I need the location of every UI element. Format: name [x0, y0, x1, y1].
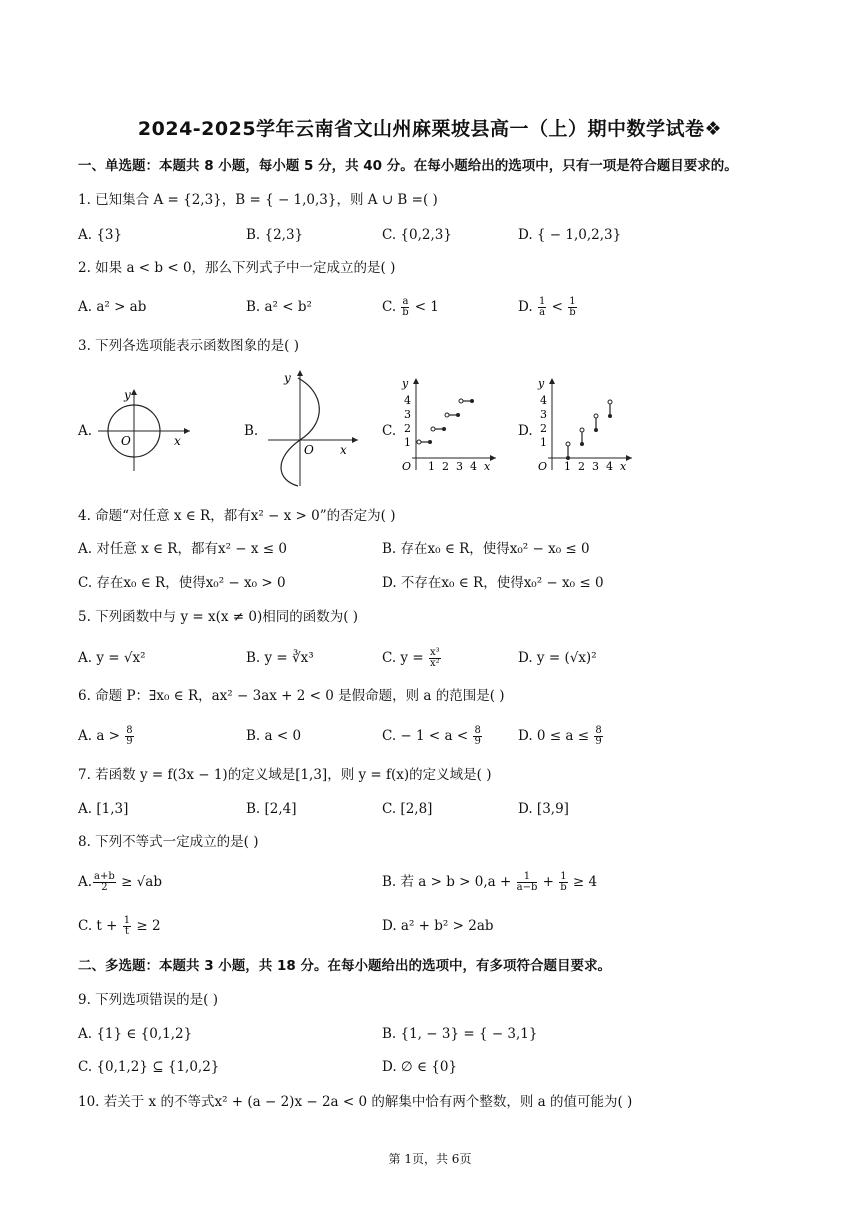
q9-option-d: D. ∅ ∈ {0} [382, 1059, 458, 1075]
q7-option-b: B. [2,4] [246, 801, 297, 817]
svg-text:1: 1 [404, 436, 411, 449]
svg-text:x: x [620, 460, 627, 473]
page-footer: 第 1页，共 6页 [388, 1152, 472, 1166]
q2-option-a: A. a² > ab [78, 299, 147, 315]
svg-text:y: y [124, 388, 131, 402]
q3-option-d-label: D. [518, 423, 533, 439]
svg-text:2: 2 [578, 460, 585, 473]
q7-option-c: C. [2,8] [382, 801, 433, 817]
q9-stem: 9. 下列选项错误的是( ) [78, 992, 218, 1008]
svg-text:y: y [402, 377, 409, 390]
q6-option-b: B. a < 0 [246, 728, 302, 744]
svg-text:4: 4 [404, 394, 411, 407]
svg-text:3: 3 [456, 460, 463, 473]
q8-option-c: C. t + $\frac{1}{t}$ ≥ 2 [78, 915, 161, 937]
q3-graph-c-step-function [396, 374, 500, 474]
svg-text:2: 2 [442, 460, 449, 473]
svg-text:4: 4 [540, 394, 547, 407]
svg-text:O: O [121, 434, 131, 448]
q1-option-b: B. {2,3} [246, 227, 304, 243]
svg-text:4: 4 [470, 460, 477, 473]
q5-option-b: B. y = ∛x³ [246, 650, 314, 666]
q1-option-d: D. { − 1,0,2,3} [518, 227, 622, 243]
q9-option-b: B. {1, − 3} = { − 3,1} [382, 1026, 538, 1042]
q8-option-a: A. $\frac{a+b}{2}$ ≥ √ab [78, 871, 162, 893]
q7-option-d: D. [3,9] [518, 801, 569, 817]
q5-option-d: D. y = (√x)² [518, 650, 597, 666]
svg-text:1: 1 [540, 436, 547, 449]
section-1-heading: 一、单选题：本题共 8 小题，每小题 5 分，共 40 分。在每小题给出的选项中，只有一项是符合题目要求的。 [78, 158, 738, 174]
q9-option-c: C. {0,1,2} ⊆ {1,0,2} [78, 1059, 220, 1075]
q3-graph-d-vertical-segments [532, 374, 636, 474]
q7-stem: 7. 若函数 y = f(3x − 1)的定义域是[1,3]，则 y = f(x)的定义域是( ) [78, 767, 492, 783]
q2-option-c: C. $\frac{a}{b}$ < 1 [382, 296, 439, 318]
q1-stem: 1. 已知集合 A = {2,3}，B = { − 1,0,3}，则 A ∪ B =( ) [78, 192, 438, 208]
q8-option-d: D. a² + b² > 2ab [382, 918, 494, 934]
q3-graph-a-circle [94, 385, 194, 475]
svg-text:O: O [402, 460, 412, 473]
svg-text:y: y [284, 371, 291, 385]
q4-option-a: A. 对任意 x ∈ R，都有x² − x ≤ 0 [78, 541, 287, 557]
exam-title: 2024-2025学年云南省文山州麻栗坡县高一（上）期中数学试卷❖ [137, 118, 723, 140]
q4-option-c: C. 存在x₀ ∈ R，使得x₀² − x₀ > 0 [78, 575, 286, 591]
q6-option-c: C. − 1 < a < $\frac{8}{9}$ [382, 725, 481, 747]
q5-stem: 5. 下列函数中与 y = x(x ≠ 0)相同的函数为( ) [78, 609, 359, 625]
section-2-heading: 二、多选题：本题共 3 小题，共 18 分。在每小题给出的选项中，有多项符合题目要求。 [78, 958, 611, 974]
q3-option-a-label: A. [78, 423, 93, 439]
q8-option-b: B. 若 a > b > 0,a + $\frac{1}{a-b}$ + $\frac{1}{b}$ ≥ 4 [382, 871, 598, 893]
q1-option-c: C. {0,2,3} [382, 227, 452, 243]
svg-text:x: x [484, 460, 491, 473]
q4-stem: 4. 命题“对任意 x ∈ R，都有x² − x > 0”的否定为( ) [78, 508, 396, 524]
svg-text:O: O [304, 443, 314, 457]
q2-option-b: B. a² < b² [246, 299, 312, 315]
svg-text:2: 2 [540, 422, 547, 435]
q1-option-a: A. {3} [78, 227, 123, 243]
q4-option-b: B. 存在x₀ ∈ R，使得x₀² − x₀ ≤ 0 [382, 541, 590, 557]
svg-text:y: y [538, 377, 545, 390]
q10-stem: 10. 若关于 x 的不等式x² + (a − 2)x − 2a < 0 的解集中恰有两个整数，则 a 的值可能为( ) [78, 1094, 633, 1110]
svg-text:4: 4 [606, 460, 613, 473]
svg-text:1: 1 [428, 460, 435, 473]
q2-option-d: D. $\frac{1}{a}$ < $\frac{1}{b}$ [518, 296, 576, 318]
q8-stem: 8. 下列不等式一定成立的是( ) [78, 834, 259, 850]
q3-stem: 3. 下列各选项能表示函数图象的是( ) [78, 338, 299, 354]
q3-option-b-label: B. [244, 423, 259, 439]
svg-text:3: 3 [404, 408, 411, 421]
q7-option-a: A. [1,3] [78, 801, 129, 817]
svg-text:3: 3 [592, 460, 599, 473]
q6-option-d: D. 0 ≤ a ≤ $\frac{8}{9}$ [518, 725, 602, 747]
svg-text:x: x [340, 443, 347, 457]
svg-text:O: O [538, 460, 548, 473]
q4-option-d: D. 不存在x₀ ∈ R，使得x₀² − x₀ ≤ 0 [382, 575, 604, 591]
q5-option-c: C. y = $\frac{\text{x³}}{\text{x²}}$ [382, 647, 440, 669]
svg-text:1: 1 [564, 460, 571, 473]
q6-option-a: A. a > $\frac{8}{9}$ [78, 725, 133, 747]
q3-option-c-label: C. [382, 423, 397, 439]
svg-text:3: 3 [540, 408, 547, 421]
svg-text:x: x [174, 434, 181, 448]
q5-option-a: A. y = √x² [78, 650, 146, 666]
q2-stem: 2. 如果 a < b < 0，那么下列式子中一定成立的是( ) [78, 260, 396, 276]
svg-text:2: 2 [404, 422, 411, 435]
q6-stem: 6. 命题 P：∃x₀ ∈ R，ax² − 3ax + 2 < 0 是假命题，则 a 的范围是( ) [78, 688, 505, 704]
q9-option-a: A. {1} ∈ {0,1,2} [78, 1026, 193, 1042]
q3-graph-b-sideways-curve [262, 368, 362, 490]
